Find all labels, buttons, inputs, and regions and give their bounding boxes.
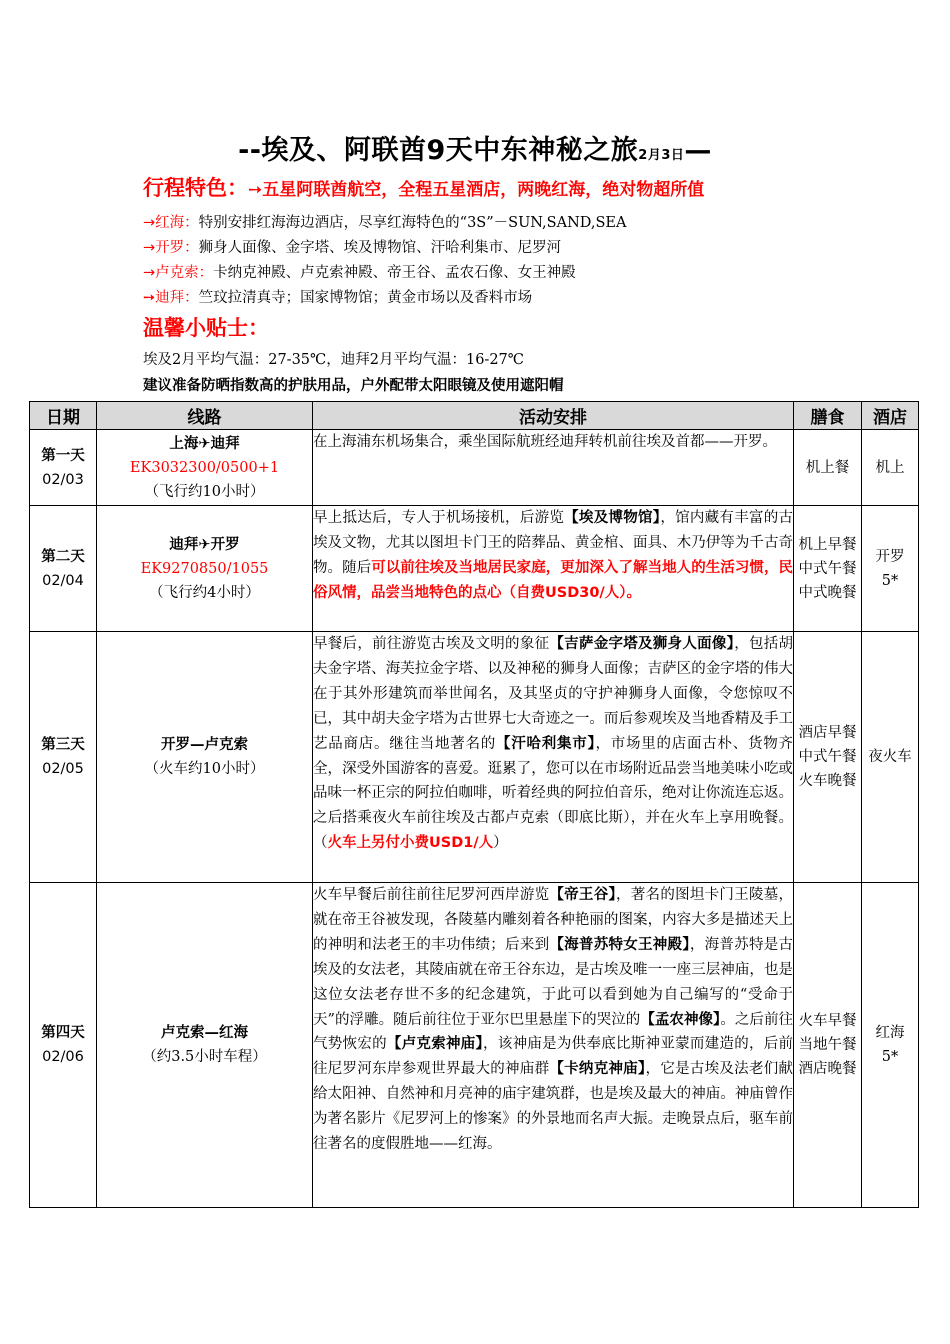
meal-item: 机上早餐 [798,536,857,553]
page-title [0,128,950,167]
feature-label: →卢克索： [143,265,214,281]
activity-text: 火车早餐后前往前往尼罗河西岸游览 [313,887,550,903]
advice-note: 建议准备防晒指数高的护肤用品，户外配带太阳眼镜及使用遮阳帽 [143,378,564,394]
feature-item [143,211,626,232]
activity-text: ，著名的图坦卡门王陵墓，就在帝王谷被发现，各陵墓内雕刻着各种艳丽的图案，内容大多是描述天上的神明和法老王的丰功伟绩；后来到 [313,887,794,953]
title-main: --埃及、阿联酋9天中东神秘之旅 [238,135,639,166]
activity-text: 早餐后，前往游览古埃及文明的象征 [313,636,550,652]
title-tail: — [684,135,712,166]
day-date: 02/05 [42,761,84,777]
day-label: 第四天 [41,1025,85,1041]
meal-item: 当地午餐 [798,1037,857,1053]
hotel-name: 红海 [875,1025,905,1041]
hotel-cell [862,430,919,506]
activity-cell [313,883,794,1208]
day-cell [30,506,97,632]
route-duration: （约3.5小时车程） [142,1049,267,1065]
table-row [30,506,919,632]
activity-text: 。之后前往气势恢宏的 [313,1011,794,1053]
day-cell [30,430,97,506]
table-row [30,430,919,506]
optional-activity-note: 可以前往埃及当地居民家庭，更加深入了解当地人的生活习惯，民俗风情，品尝当地特色的点心（自费USD30/人）。 [313,559,793,601]
day-date: 02/04 [42,572,84,589]
table-row [30,632,919,883]
feature-text: 竺玟拉清真寺；国家博物馆；黄金市场以及香料市场 [198,290,533,306]
features-summary: ➙五星阿联酋航空，全程五星酒店，两晚红海，绝对物超所值 [248,180,705,200]
activity-text: ，海普苏特是古埃及的女法老，其陵庙就在帝王谷东边，是古埃及唯一一座三层神庙，也是这位女法老存世不多的纪念建筑，于此可以看到她为自己编写的“受命于天”的浮雕。随后前往位于亚尔巴里悬崖下的哭泣的 [313,936,793,1028]
meal-cell [794,430,862,506]
temperature-note: 埃及2月平均气温：27-35℃，迪拜2月平均气温：16-27℃ [143,352,524,368]
tips-heading: 温馨小贴士： [143,316,269,340]
features-heading: 行程特色： [143,176,248,200]
features-heading-line [143,172,704,202]
day-cell [30,883,97,1208]
activity-cell [313,632,794,883]
feature-label: ➙迪拜： [143,290,199,306]
meal-item: 机上餐 [805,459,850,476]
hotel-name: 夜火车 [868,749,912,765]
attraction-highlight: 【吉萨金字塔及狮身人面像】 [549,636,735,652]
activity-text: 早上抵达后，专人于机场接机，后游览 [313,510,565,526]
hotel-rating: 5* [881,1049,899,1065]
activity-cell [313,430,794,506]
route-cell [97,883,313,1208]
route-name: 卢克索—红海 [161,1025,248,1041]
attraction-highlight: 【汗哈利集市】 [496,735,596,752]
meal-item: 酒店晚餐 [798,1061,857,1077]
day-label: 第三天 [41,737,85,753]
hotel-cell [862,506,919,632]
route-name: 上海✈迪拜 [169,435,240,452]
flight-number: EK3032300/0500+1 [129,459,280,476]
route-duration: （飞行约4小时） [149,584,260,601]
attraction-highlight: 【海普苏特女王神殿】 [549,936,690,953]
meal-item: 火车早餐 [798,1013,857,1029]
activity-cell [313,506,794,632]
hotel-name: 开罗 [875,548,905,565]
day-label: 第一天 [41,447,85,464]
activity-text: ，它是古埃及法老们献给太阳神、自然神和月亮神的庙宇建筑群，也是埃及最大的神庙。神庙曾作为著名影片《尼罗河上的惨案》的外景地而名声大振。走晚景点后，驱车前往著名的度假胜地——红海。 [313,1061,794,1153]
feature-text: 特别安排红海海边酒店，尽享红海特色的“3S”－SUN,SAND,SEA [198,215,627,231]
header-meal: 膳食 [794,402,862,430]
feature-item [143,236,561,257]
route-name: 开罗—卢克索 [161,737,248,753]
day-date: 02/06 [42,1049,84,1065]
route-cell [97,430,313,506]
meal-item: 中式午餐 [798,749,857,765]
title-date: 2月3日 [638,148,685,163]
attraction-highlight: 【卡纳克神庙】 [549,1061,646,1078]
meal-item: 中式午餐 [798,560,857,577]
attraction-highlight: 【卢克索神庙】 [386,1036,484,1053]
meal-cell [794,883,862,1208]
route-duration: （飞行约10小时） [144,483,265,500]
activity-text: ，馆内藏有丰富的古埃及文物，尤其以图坦卡门王的陪葬品、黄金棺、面具、木乃伊等为千古奇物。随后 [313,510,794,576]
activity-text: ，包括胡夫金字塔、海芙拉金字塔、以及神秘的狮身人面像；吉萨区的金字塔的伟大在于其外形建筑而举世闻名，及其坚贞的守护神狮身人面像，令您惊叹不已，其中胡夫金字塔为古世界七大奇迹之一。而后参观埃及当地香精及手工艺品商店。继往当地著名的 [313,636,794,752]
hotel-name: 机上 [875,459,905,476]
table-row [30,883,919,1208]
day-date: 02/03 [42,471,84,488]
header-route: 线路 [97,402,313,430]
meal-cell [794,506,862,632]
header-activity: 活动安排 [313,402,794,430]
feature-label: →开罗： [143,240,199,256]
attraction-highlight: 【埃及博物馆】 [564,510,661,526]
hotel-cell [862,883,919,1208]
feature-label: →红海： [143,215,199,231]
header-day: 日期 [30,402,97,430]
activity-text: ，市场里的店面古朴、货物齐全，深受外国游客的喜爱。逛累了，您可以在市场附近品尝当地美味小吃或品味一杯正宗的阿拉伯咖啡，听着经典的阿拉伯音乐，绝对让你流连忘返。之后搭乘夜火车前往埃及古都卢克索（即底比斯），并在火车上享用晚餐。（ [313,735,793,852]
feature-text: 狮身人面像、金字塔、埃及博物馆、汗哈利集市、尼罗河 [198,240,562,256]
meal-item: 酒店早餐 [798,725,857,741]
meal-item: 火车晚餐 [798,773,857,789]
header-hotel: 酒店 [862,402,919,430]
activity-text: ，该神庙是为供奉底比斯神亚蒙而建造的，后前往尼罗河东岸参观世界最大的神庙群 [313,1036,794,1078]
day-cell [30,632,97,883]
route-cell [97,506,313,632]
day-label: 第二天 [41,548,85,565]
route-duration: （火车约10小时） [144,761,265,777]
itinerary-table [29,401,919,1208]
hotel-cell [862,632,919,883]
meal-cell [794,632,862,883]
attraction-highlight: 【孟农神像】 [640,1011,721,1028]
flight-number: EK9270850/1055 [140,560,269,577]
hotel-rating: 5* [881,572,899,589]
feature-item [143,261,576,282]
route-cell [97,632,313,883]
activity-text: 在上海浦东机场集合，乘坐国际航班经迪拜转机前往埃及首都——开罗。 [313,434,777,450]
tip-fee-note: 火车上另付小费USD1/人 [327,835,494,852]
feature-text: 卡纳克神殿、卢克索神殿、帝王谷、孟农石像、女王神殿 [213,265,576,281]
attraction-highlight: 【帝王谷】 [549,887,616,903]
meal-item: 中式晚餐 [798,584,857,601]
activity-text: ） [493,835,508,852]
route-name: 迪拜✈开罗 [169,536,240,553]
feature-item [143,286,532,307]
table-header-row [30,402,919,430]
